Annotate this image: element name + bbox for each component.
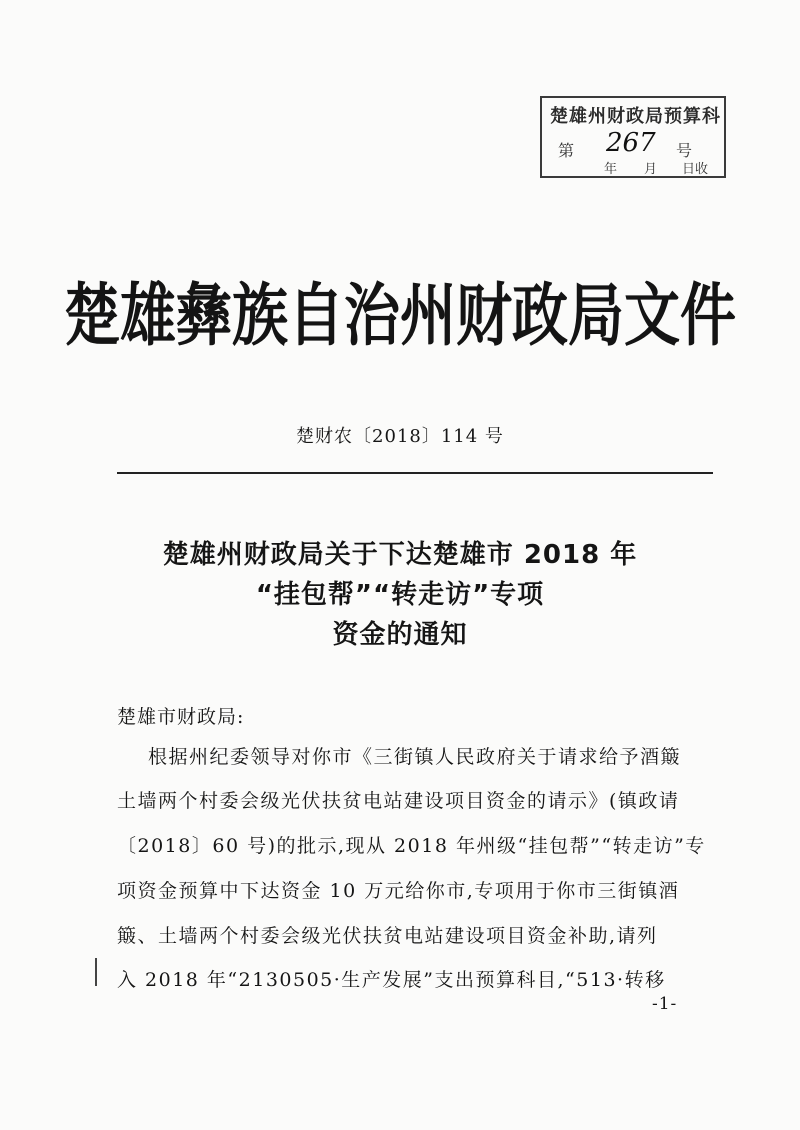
body-line: 〔2018〕60 号)的批示,现从 2018 年州级“挂包帮”“转走访”专 [117,835,706,857]
page-number: -1- [652,994,678,1014]
stamp-year-label: 年 [604,162,618,177]
title-line-2: “挂包帮”“转走访”专项 [255,580,545,610]
stamp-hao-label: 号 [676,141,693,160]
salutation: 楚雄市财政局: [117,706,245,728]
document-header: 楚雄彝族自治州财政局文件 [64,276,736,356]
received-stamp [540,96,726,178]
stamp-month-label: 月 [644,162,658,177]
body-line: 簸、土墙两个村委会级光伏扶贫电站建设项目资金补助,请列 [117,925,658,947]
title-line-3: 资金的通知 [332,620,468,650]
body-line: 入 2018 年“2130505·生产发展”支出预算科目,“513·转移 [117,969,666,991]
stamp-organization: 楚雄州财政局预算科 [550,106,721,127]
body-line: 项资金预算中下达资金 10 万元给你市,专项用于你市三街镇酒 [117,880,680,902]
stamp-di-label: 第 [558,141,575,160]
title-line-1: 楚雄州财政局关于下达楚雄市 2018 年 [162,540,638,570]
document-number: 楚财农〔2018〕114 号 [296,426,504,447]
body-line: 土墙两个村委会级光伏扶贫电站建设项目资金的请示》(镇政请 [117,790,680,812]
header-divider [117,472,713,474]
margin-mark [95,958,97,986]
stamp-handwritten-number: 267 [606,128,656,158]
stamp-day-label: 日收 [682,162,709,177]
body-line: 根据州纪委领导对你市《三街镇人民政府关于请求给予酒簸 [148,746,682,768]
